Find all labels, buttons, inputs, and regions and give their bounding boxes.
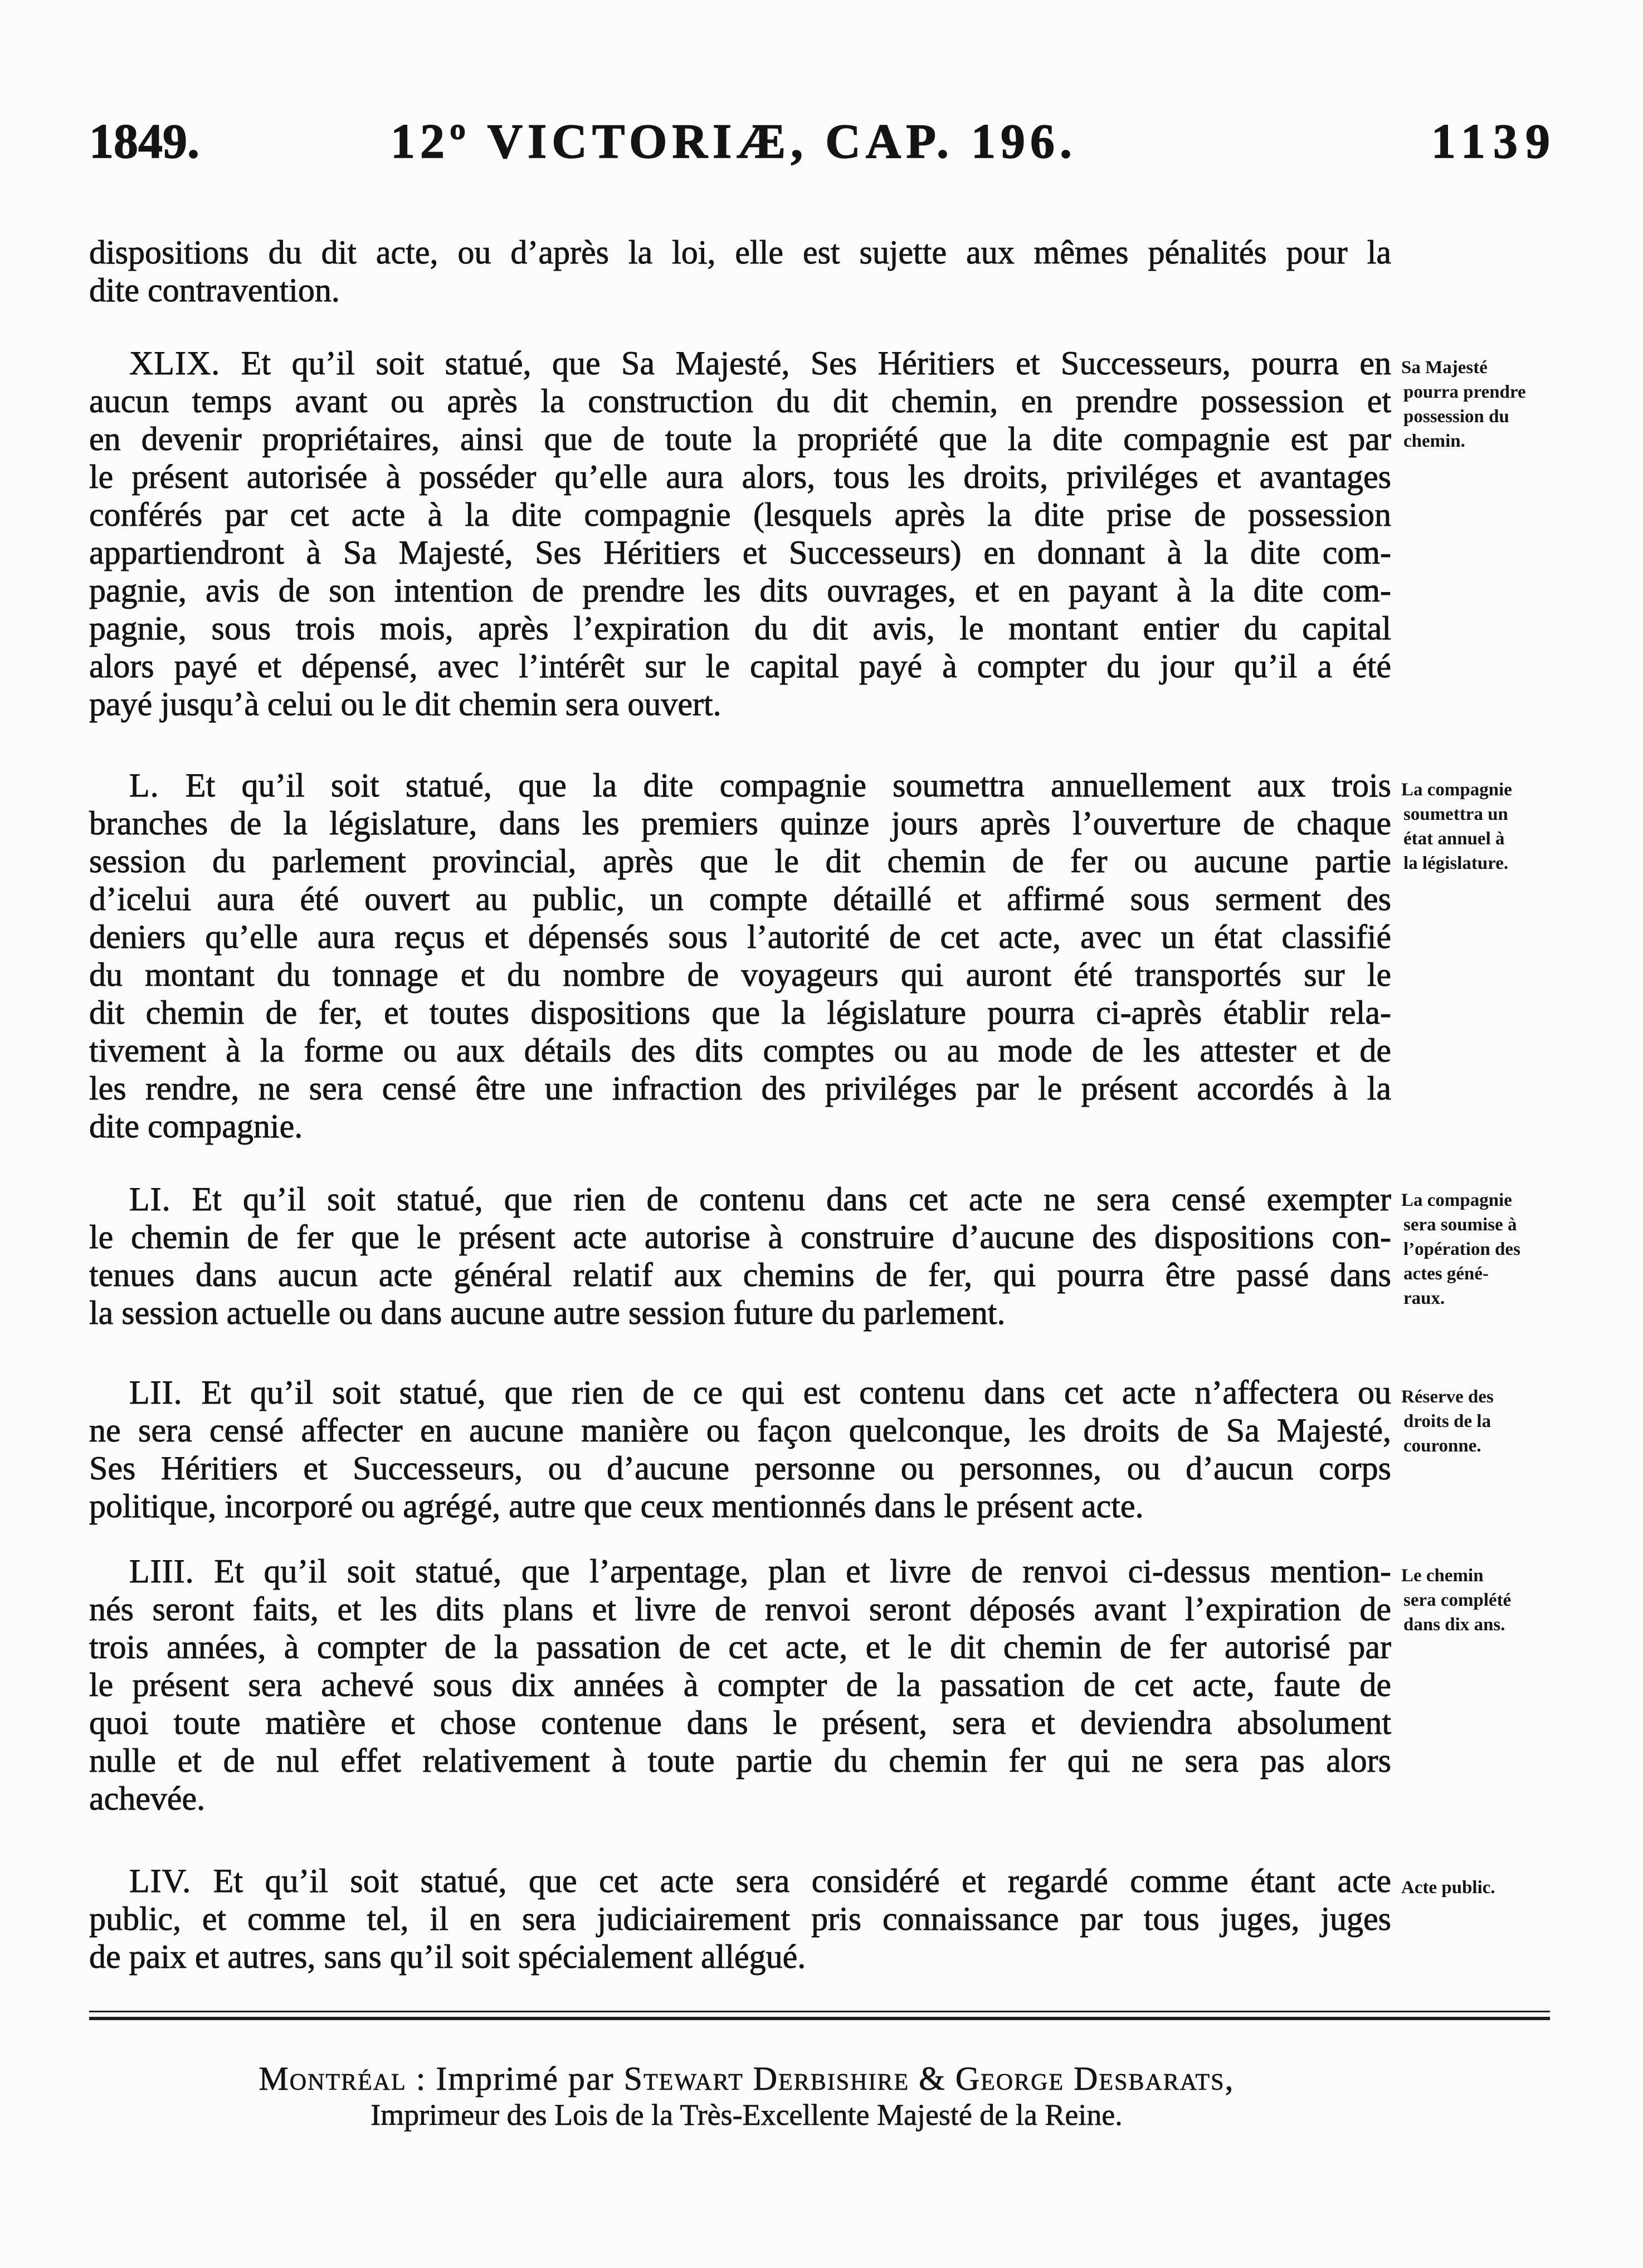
text-line: la session actuelle ou dans aucune autre session future du parlement. [89, 1294, 1006, 1331]
margin-note [1401, 1188, 1560, 1311]
imprint-subline: Imprimeur des Lois de la Très-Excellente Majesté de la Reine. [370, 2098, 1123, 2132]
paragraph-body [89, 233, 1391, 309]
section-lii [89, 1373, 1560, 1525]
text-line: deniers qu’elle aura reçus et dépensés sous l’autorité de cet acte, avec un état classifié [89, 918, 1391, 955]
text-line: branches de la législature, dans les premiers quinze jours après l’ouverture de chaque [89, 805, 1391, 842]
margin-note [1401, 1563, 1560, 1637]
text-line [89, 1862, 1391, 1900]
margin-note-line: dans dix ans. [1403, 1615, 1505, 1635]
margin-note-line: La compagnie [1401, 780, 1512, 800]
margin-note-line: La compagnie [1401, 1190, 1512, 1210]
text-line: payé jusqu’à celui ou le dit chemin sera ouvert. [89, 686, 721, 722]
margin-note [1401, 1875, 1560, 1900]
margin-note-line: état annuel à [1403, 829, 1505, 849]
paragraph-body [89, 1180, 1391, 1332]
margin-note-line: chemin. [1403, 431, 1465, 451]
text-line [89, 1180, 1391, 1218]
text-line: tivement à la forme ou aux détails des dits comptes ou au mode de les attester et de [89, 1032, 1391, 1069]
text-line: dit chemin de fer, et toutes dispositions que la législature pourra ci-après établir rela- [89, 994, 1391, 1031]
margin-note-line: sera complété [1403, 1590, 1512, 1610]
text-line: achevée. [89, 1780, 206, 1817]
text-line: politique, incorporé ou agrégé, autre que ceux mentionnés dans le présent acte. [89, 1488, 1144, 1524]
text-line: d’icelui aura été ouvert au public, un compte détaillé et affirmé sous serment des [89, 881, 1391, 917]
text-line: alors payé et dépensé, avec l’intérêt sur le capital payé à compter du jour qu’il a été [89, 648, 1391, 685]
paragraph-body [89, 1862, 1391, 1976]
text-line: quoi toute matière et chose contenue dans le présent, sera et deviendra absolument [89, 1704, 1391, 1741]
paragraph-body [89, 1373, 1391, 1525]
imprint-city: Montréal [259, 2060, 407, 2097]
text-line: ne sera censé affecter en aucune manière ou façon quelconque, les droits de Sa Majesté, [89, 1412, 1391, 1449]
margin-note-line: raux. [1403, 1288, 1445, 1308]
text-line: dispositions du dit acte, ou d’après la loi, elle est sujette aux mêmes pénalités pour la [89, 234, 1391, 271]
text-line-content: Et qu’il soit statué, que rien de contenu dans cet acte ne sera censé exempter [192, 1181, 1391, 1218]
text-line: public, et comme tel, il en sera judiciairement pris connaissance par tous juges, juges [89, 1900, 1391, 1937]
margin-note-line: pourra prendre [1403, 382, 1526, 402]
margin-note-line: sera soumise à [1403, 1215, 1517, 1235]
margin-note-line: Le chemin [1401, 1566, 1484, 1586]
text-line-content: Et qu’il soit statué, que cet acte sera considéré et regardé comme étant acte [213, 1863, 1392, 1899]
text-line [89, 344, 1391, 382]
section-xlix [89, 344, 1560, 723]
section-li [89, 1180, 1560, 1332]
margin-note-line: Acte public. [1401, 1878, 1495, 1898]
section-number: LII. [129, 1374, 183, 1411]
section-number: XLIX. [129, 345, 221, 382]
imprint-printer: Stewart Derbishire [623, 2060, 910, 2097]
text-line: le chemin de fer que le présent acte autorise à construire d’aucune des dispositions con- [89, 1219, 1391, 1255]
margin-note [1401, 1385, 1560, 1458]
section-liv [89, 1862, 1560, 1976]
page-number: 1139 [1431, 115, 1558, 169]
paragraph-body [89, 1552, 1391, 1817]
text-line-content: Et qu’il soit statué, que l’arpentage, plan et livre de renvoi ci-dessus mention- [214, 1553, 1391, 1590]
margin-note-line: droits de la [1403, 1411, 1491, 1431]
margin-note [1401, 355, 1560, 453]
section-liii [89, 1552, 1560, 1817]
margin-note-line: couronne. [1403, 1436, 1481, 1456]
margin-note-line: la législature. [1403, 853, 1509, 873]
section-number: LIV. [129, 1863, 192, 1899]
double-rule-divider [89, 2011, 1550, 2020]
text-line: tenues dans aucun acte général relatif aux chemins de fer, qui pourra être passé dans [89, 1257, 1391, 1293]
text-line: dite contravention. [89, 272, 340, 309]
text-line: les rendre, ne sera censé être une infraction des priviléges par le présent accordés à la [89, 1070, 1391, 1107]
text-line [89, 766, 1391, 804]
text-line: pagnie, sous trois mois, après l’expiration du dit avis, le montant entier du capital [89, 610, 1391, 647]
imprint-conjunction: & [919, 2060, 946, 2097]
text-line-content: Et qu’il soit statué, que rien de ce qui est contenu dans cet acte n’affectera ou [201, 1374, 1391, 1411]
margin-note-line: Sa Majesté [1401, 358, 1488, 378]
section-number: LIII. [129, 1553, 194, 1590]
margin-note-line: Réserve des [1401, 1387, 1494, 1407]
text-line: nulle et de nul effet relativement à toute partie du chemin fer qui ne sera pas alors [89, 1742, 1391, 1779]
text-line: en devenir propriétaires, ainsi que de toute la propriété que la dite compagnie est par [89, 421, 1391, 457]
section-number: L. [129, 767, 159, 804]
text-line: session du parlement provincial, après que le dit chemin de fer ou aucune partie [89, 843, 1391, 879]
text-line: du montant du tonnage et du nombre de voyageurs qui auront été transportés sur le [89, 956, 1391, 993]
header-year: 1849. [89, 115, 199, 169]
imprint-line [89, 2061, 1404, 2096]
text-line: le présent sera achevé sous dix années à compter de la passation de cet acte, faute de [89, 1666, 1391, 1703]
text-line: trois années, à compter de la passation de cet acte, et le dit chemin de fer autorisé par [89, 1629, 1391, 1665]
margin-note-line: actes géné- [1403, 1264, 1489, 1284]
paragraph-body [89, 766, 1391, 1145]
text-line [89, 1373, 1391, 1411]
text-line: conférés par cet acte à la dite compagnie (lesquels après la dite prise de possession [89, 496, 1391, 533]
text-line-content: Et qu’il soit statué, que Sa Majesté, Ses Héritiers et Successeurs, pourra en [241, 345, 1392, 382]
margin-note-line: soumettra un [1403, 804, 1508, 824]
margin-note-line: possession du [1403, 407, 1509, 427]
text-line: pagnie, avis de son intention de prendre les dits ouvrages, et en payant à la dite com- [89, 572, 1391, 609]
text-line: Ses Héritiers et Successeurs, ou d’aucune personne ou personnes, ou d’aucun corps [89, 1450, 1391, 1487]
continuation-paragraph [89, 233, 1560, 309]
section-number: LI. [129, 1181, 171, 1218]
text-line: le présent autorisée à posséder qu’elle aura alors, tous les droits, priviléges et avantages [89, 458, 1391, 495]
text-line: appartiendront à Sa Majesté, Ses Héritiers et Successeurs) en donnant à la dite com- [89, 534, 1391, 571]
text-line-content: Et qu’il soit statué, que la dite compagnie soumettra annuellement aux trois [185, 767, 1391, 804]
header-title: 12º VICTORIÆ, CAP. 196. [391, 115, 1077, 169]
text-line: de paix et autres, sans qu’il soit spécialement allégué. [89, 1938, 806, 1975]
text-line [89, 1552, 1391, 1590]
imprint-printed-by: : Imprimé par [416, 2060, 615, 2097]
text-line: dite compagnie. [89, 1108, 303, 1145]
text-line: nés seront faits, et les dits plans et livre de renvoi seront déposés avant l’expiration de [89, 1591, 1391, 1627]
margin-note [1401, 778, 1560, 876]
paragraph-body [89, 344, 1391, 723]
imprint-printer: George Desbarats, [955, 2060, 1235, 2097]
section-l [89, 766, 1560, 1145]
margin-note-line: l’opération des [1403, 1239, 1520, 1259]
text-line: aucun temps avant ou après la construction du dit chemin, en prendre possession et [89, 383, 1391, 419]
